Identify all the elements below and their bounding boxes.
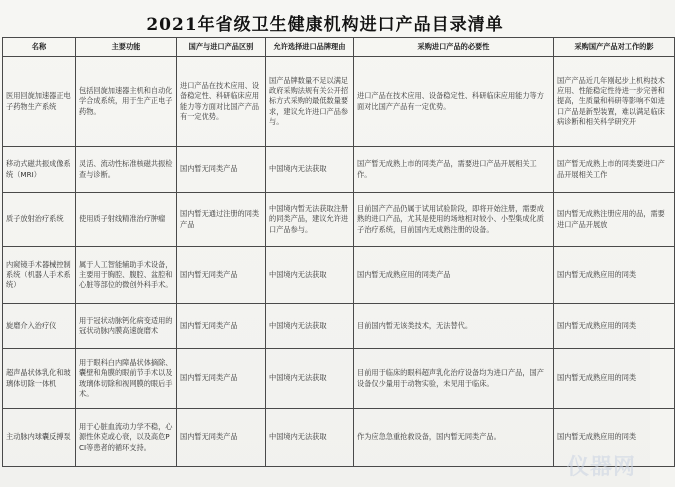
table-header-row (3, 38, 675, 57)
cell-reason: 国产品牌数量不足以满足政府采购法规有关公开招标方式采购的最低数量要求，建议允许进口产品参与。 (266, 57, 354, 147)
column-header-difference: 国产与进口产品区别 (177, 38, 266, 57)
cell-necessity: 作为应急急重抢救设备，国内暂无同类产品。 (354, 409, 554, 467)
cell-reason: 中国境内无法获取 (266, 147, 354, 193)
cell-function: 灵活、流动性标准核磁共振检查与诊断。 (76, 147, 177, 193)
cell-function: 用于眼科白内障晶状体摘除、囊壁和角膜的眼前节手术以及玻璃体切除和视网膜的眼后手术。 (76, 349, 177, 409)
cell-difference: 进口产品在技术应用、设备稳定性、科研临床应用能力等方面对比国产产品有一定优势。 (177, 57, 266, 147)
cell-impact: 国内暂无成熟应用的同类 (554, 304, 675, 349)
cell-function: 用于心脏血流动力学不稳，心源性休克或心衰，以及高危PCI等患者的循环支持。 (76, 409, 177, 467)
column-header-name: 名称 (3, 38, 76, 57)
cell-necessity: 目前国内暂无该类技术，无法替代。 (354, 304, 554, 349)
cell-impact: 国内暂无成熟应用的同类 (554, 349, 675, 409)
cell-difference: 国内暂无同类产品 (177, 247, 266, 304)
cell-name: 医用回旋加速器正电子药物生产系统 (3, 57, 76, 147)
cell-reason: 中国境内暂无法获取注册的同类产品，建议允许进口产品参与。 (266, 193, 354, 247)
cell-difference: 国内暂无通过注册的同类产品 (177, 193, 266, 247)
cell-necessity: 目前用于临床的眼科超声乳化治疗设备均为进口产品，国产设备仅少量用于动物实验，未见用于临床。 (354, 349, 554, 409)
cell-impact: 国内暂无成熟应用的同类 (554, 247, 675, 304)
cell-name: 质子放射治疗系统 (3, 193, 76, 247)
cell-name: 主动脉内球囊反搏泵 (3, 409, 76, 467)
cell-function: 使用质子射线精准治疗肿瘤 (76, 193, 177, 247)
cell-impact: 国内暂无成熟应用的同类 (554, 409, 675, 467)
cell-name: 旋磨介入治疗仪 (3, 304, 76, 349)
cell-difference: 国内暂无同类产品 (177, 409, 266, 467)
table-row (3, 247, 675, 304)
cell-necessity: 目前国产产品仍属于试用试验阶段，即将开始注册，需要成熟的进口产品，尤其是使用的场地相对较小、小型集成化质子治疗系统，目前国内无成熟注册的设备。 (354, 193, 554, 247)
cell-impact: 国内暂无成熟注册应用的品，需要进口产品开展放 (554, 193, 675, 247)
cell-function: 用于冠状动脉钙化病变适用的冠状动脉内膜高速旋磨术 (76, 304, 177, 349)
cell-function: 属于人工智能辅助手术设备，主要用于胸腔、腹腔、盆腔和心脏等部位的微创外科手术。 (76, 247, 177, 304)
watermark-logo: 仪器网 (566, 455, 636, 480)
cell-reason: 中国境内无法获取 (266, 349, 354, 409)
cell-reason: 中国境内无法获取 (266, 247, 354, 304)
cell-name: 移动式磁共振成像系统（MRI） (3, 147, 76, 193)
page-title: 2021年省级卫生健康机构进口产品目录清单 (146, 15, 504, 35)
cell-impact: 国产产品近几年刚起步上机构技术应用、性能稳定性待进一步完善和提高，生质量和科研等影响不如进口产品是新型装置，难以满足临床病诊断和相关科学研究开 (554, 57, 675, 147)
table-row (3, 57, 675, 147)
table-row (3, 193, 675, 247)
cell-impact: 国产暂无成熟上市的同类要进口产品开展相关工作 (554, 147, 675, 193)
column-header-reason: 允许选择进口品牌理由 (266, 38, 354, 57)
column-header-function: 主要功能 (76, 38, 177, 57)
cell-difference: 国内暂无同类产品 (177, 147, 266, 193)
table-row (3, 349, 675, 409)
column-header-impact: 采购国产产品对工作的影 (554, 38, 675, 57)
table-row (3, 304, 675, 349)
cell-necessity: 国内暂无成熟应用的同类产品 (354, 247, 554, 304)
cell-difference: 国内暂无同类产品 (177, 349, 266, 409)
cell-necessity: 国产暂无成熟上市的同类产品，需要进口产品开展相关工作。 (354, 147, 554, 193)
cell-function: 包括回旋加速器主机和自动化学合成系统，用于生产正电子药物。 (76, 57, 177, 147)
cell-necessity: 进口产品在技术应用、设备稳定性、科研临床应用能力等方面对比国产产品有一定优势。 (354, 57, 554, 147)
cell-reason: 中国境内无法获取 (266, 409, 354, 467)
product-catalog-table (2, 37, 675, 467)
cell-name: 超声晶状体乳化和玻璃体切除一体机 (3, 349, 76, 409)
column-header-necessity: 采购进口产品的必要性 (354, 38, 554, 57)
cell-difference: 国内暂无同类产品 (177, 304, 266, 349)
cell-reason: 中国境内无法获取 (266, 304, 354, 349)
cell-name: 内窥镜手术器械控制系统（机器人手术系统） (3, 247, 76, 304)
table-row (3, 147, 675, 193)
